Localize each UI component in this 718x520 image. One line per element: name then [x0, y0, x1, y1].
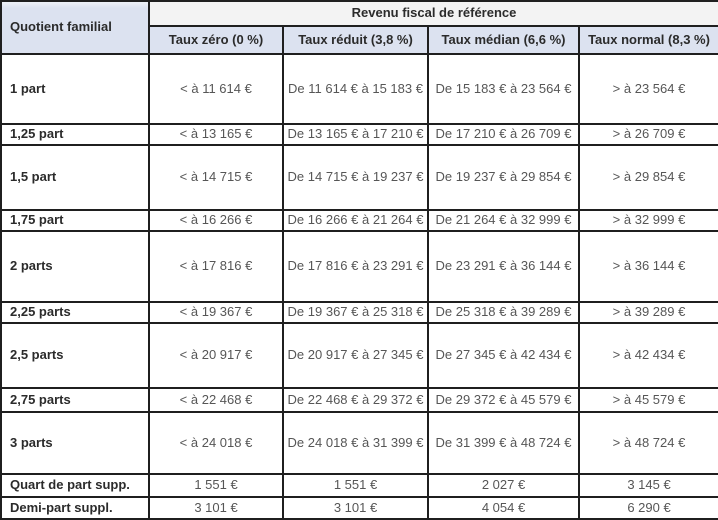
value-cell: De 16 266 € à 21 264 €	[283, 210, 428, 231]
row-label: 3 parts	[1, 412, 149, 474]
row-label: 2 parts	[1, 231, 149, 302]
value-cell: > à 45 579 €	[579, 388, 718, 412]
column-header-taux-zero: Taux zéro (0 %)	[149, 26, 283, 54]
row-label: 2,5 parts	[1, 323, 149, 388]
value-cell: < à 19 367 €	[149, 302, 283, 323]
value-cell: < à 20 917 €	[149, 323, 283, 388]
value-cell: > à 23 564 €	[579, 54, 718, 124]
value-cell: De 15 183 € à 23 564 €	[428, 54, 579, 124]
table-row	[1, 474, 718, 497]
table-header-row-group	[1, 1, 718, 26]
value-cell: > à 32 999 €	[579, 210, 718, 231]
value-cell: < à 16 266 €	[149, 210, 283, 231]
value-cell: < à 22 468 €	[149, 388, 283, 412]
value-cell: De 13 165 € à 17 210 €	[283, 124, 428, 145]
column-header-taux-median: Taux médian (6,6 %)	[428, 26, 579, 54]
value-cell: > à 48 724 €	[579, 412, 718, 474]
value-cell: < à 11 614 €	[149, 54, 283, 124]
table-row	[1, 497, 718, 519]
table-row	[1, 323, 718, 388]
column-header-taux-reduit: Taux réduit (3,8 %)	[283, 26, 428, 54]
table-row	[1, 388, 718, 412]
value-cell: < à 13 165 €	[149, 124, 283, 145]
value-cell: De 17 816 € à 23 291 €	[283, 231, 428, 302]
value-cell: > à 36 144 €	[579, 231, 718, 302]
row-label: 2,25 parts	[1, 302, 149, 323]
corner-header-quotient-familial: Quotient familial	[1, 1, 149, 54]
value-cell: De 11 614 € à 15 183 €	[283, 54, 428, 124]
table-row	[1, 124, 718, 145]
table-row	[1, 412, 718, 474]
value-cell: 3 101 €	[283, 497, 428, 519]
value-cell: 3 101 €	[149, 497, 283, 519]
value-cell: > à 26 709 €	[579, 124, 718, 145]
table-row	[1, 210, 718, 231]
table-row	[1, 145, 718, 210]
table-row	[1, 231, 718, 302]
group-header-revenu-fiscal: Revenu fiscal de référence	[149, 1, 718, 26]
value-cell: De 17 210 € à 26 709 €	[428, 124, 579, 145]
value-cell: De 29 372 € à 45 579 €	[428, 388, 579, 412]
row-label: 1,5 part	[1, 145, 149, 210]
value-cell: De 21 264 € à 32 999 €	[428, 210, 579, 231]
value-cell: De 24 018 € à 31 399 €	[283, 412, 428, 474]
value-cell: > à 42 434 €	[579, 323, 718, 388]
row-label: Quart de part supp.	[1, 474, 149, 497]
table-row	[1, 302, 718, 323]
value-cell: > à 39 289 €	[579, 302, 718, 323]
value-cell: De 19 237 € à 29 854 €	[428, 145, 579, 210]
value-cell: 6 290 €	[579, 497, 718, 519]
value-cell: 4 054 €	[428, 497, 579, 519]
column-header-taux-normal: Taux normal (8,3 %)	[579, 26, 718, 54]
row-label: Demi-part suppl.	[1, 497, 149, 519]
value-cell: De 20 917 € à 27 345 €	[283, 323, 428, 388]
value-cell: De 23 291 € à 36 144 €	[428, 231, 579, 302]
value-cell: De 19 367 € à 25 318 €	[283, 302, 428, 323]
value-cell: De 14 715 € à 19 237 €	[283, 145, 428, 210]
value-cell: < à 24 018 €	[149, 412, 283, 474]
value-cell: < à 17 816 €	[149, 231, 283, 302]
table-row	[1, 54, 718, 124]
value-cell: < à 14 715 €	[149, 145, 283, 210]
value-cell: 3 145 €	[579, 474, 718, 497]
value-cell: De 27 345 € à 42 434 €	[428, 323, 579, 388]
value-cell: De 25 318 € à 39 289 €	[428, 302, 579, 323]
row-label: 2,75 parts	[1, 388, 149, 412]
row-label: 1 part	[1, 54, 149, 124]
value-cell: 1 551 €	[149, 474, 283, 497]
value-cell: De 22 468 € à 29 372 €	[283, 388, 428, 412]
row-label: 1,75 part	[1, 210, 149, 231]
value-cell: 2 027 €	[428, 474, 579, 497]
value-cell: De 31 399 € à 48 724 €	[428, 412, 579, 474]
value-cell: 1 551 €	[283, 474, 428, 497]
value-cell: > à 29 854 €	[579, 145, 718, 210]
row-label: 1,25 part	[1, 124, 149, 145]
